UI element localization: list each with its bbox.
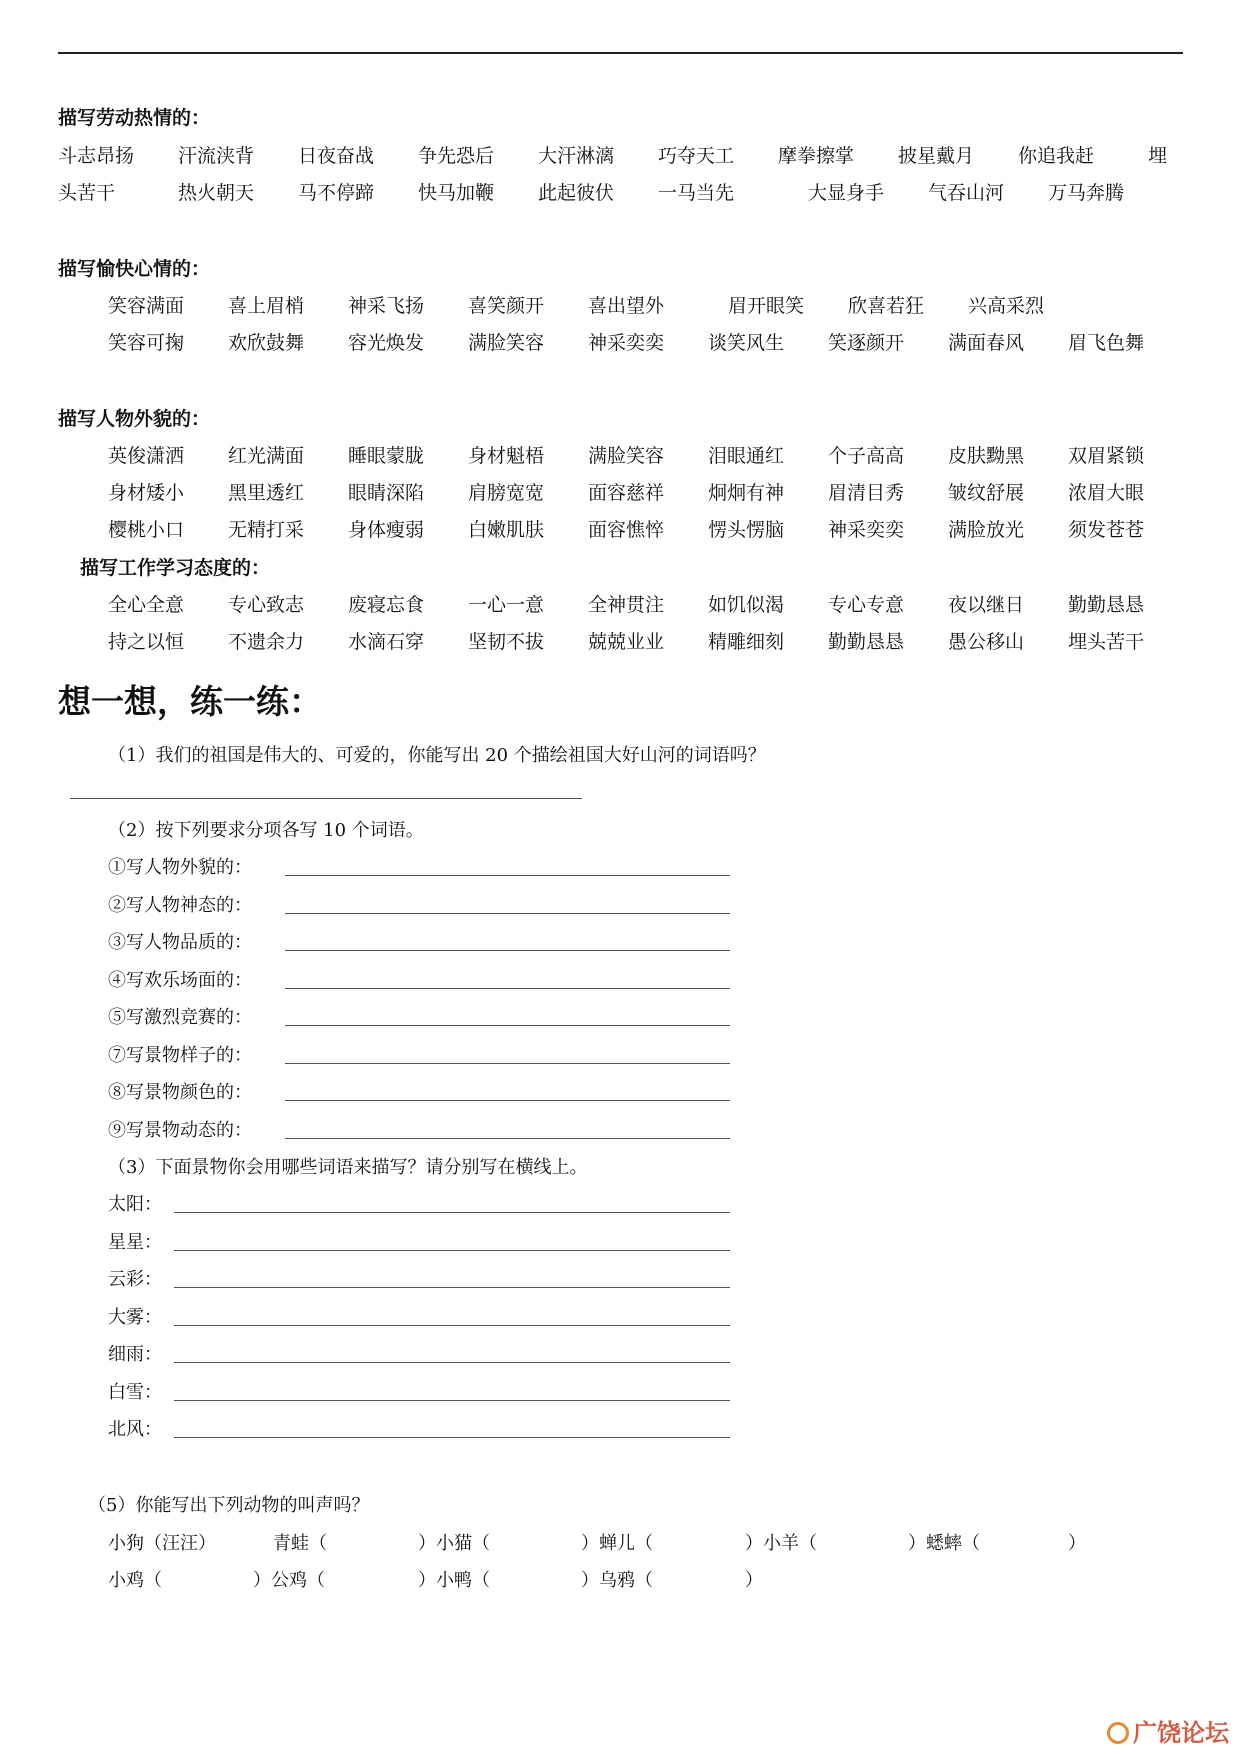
question-1: （1）我们的祖国是伟大的、可爱的，你能写出 20 个描绘祖国大好山河的词语吗？ bbox=[108, 745, 766, 766]
vocab-word: 万马奔腾 bbox=[1048, 182, 1125, 204]
watermark-text: 广饶论坛 bbox=[1133, 1719, 1229, 1747]
vocab-word: 容光焕发 bbox=[348, 332, 425, 354]
vocab-word: 此起彼伏 bbox=[538, 182, 615, 204]
vocab-word: 摩拳擦掌 bbox=[778, 145, 855, 167]
vocab-word: 浓眉大眼 bbox=[1068, 482, 1145, 504]
vocab-word: 满脸笑容 bbox=[588, 445, 665, 467]
animal-sound-item: 青蛙（ bbox=[273, 1533, 327, 1554]
q2-label: ①写人物外貌的： bbox=[108, 857, 252, 878]
vocab-word: 勤勤恳恳 bbox=[828, 631, 905, 653]
vocab-word: 红光满面 bbox=[228, 445, 305, 467]
vocab-word: 你追我赶 bbox=[1018, 145, 1095, 167]
vocab-word: 身材矮小 bbox=[108, 482, 185, 504]
vocab-word: 喜上眉梢 bbox=[228, 295, 305, 317]
q3-label: 大雾： bbox=[108, 1307, 162, 1328]
vocab-word: 坚韧不拔 bbox=[468, 631, 545, 653]
vocab-word: 泪眼通红 bbox=[708, 445, 785, 467]
vocab-word: 英俊潇洒 bbox=[108, 445, 185, 467]
animal-sound-item: 小狗（汪汪） bbox=[108, 1533, 216, 1554]
question-5: （5）你能写出下列动物的叫声吗？ bbox=[88, 1495, 370, 1516]
q2-label: ⑨写景物动态的： bbox=[108, 1120, 252, 1141]
vocab-word: 埋 bbox=[1148, 145, 1168, 167]
q3-label: 太阳： bbox=[108, 1194, 162, 1215]
vocab-word: 笑容可掬 bbox=[108, 332, 185, 354]
vocab-word: 睡眼蒙胧 bbox=[348, 445, 425, 467]
vocab-word: 争先恐后 bbox=[418, 145, 495, 167]
vocab-word: 气吞山河 bbox=[928, 182, 1005, 204]
answer-line[interactable] bbox=[285, 988, 730, 989]
vocab-word: 埋头苦干 bbox=[1068, 631, 1145, 653]
answer-line[interactable] bbox=[285, 913, 730, 914]
vocab-word: 炯炯有神 bbox=[708, 482, 785, 504]
vocab-word: 愚公移山 bbox=[948, 631, 1025, 653]
vocab-word: 眉清目秀 bbox=[828, 482, 905, 504]
vocab-word: 全心全意 bbox=[108, 594, 185, 616]
vocab-word: 眼睛深陷 bbox=[348, 482, 425, 504]
vocab-word: 皱纹舒展 bbox=[948, 482, 1025, 504]
answer-line[interactable] bbox=[285, 1138, 730, 1139]
heading-attitude: 描写工作学习态度的： bbox=[80, 557, 271, 579]
vocab-word: 面容慈祥 bbox=[588, 482, 665, 504]
question-3: （3）下面景物你会用哪些词语来描写？请分别写在横线上。 bbox=[108, 1157, 588, 1178]
answer-line[interactable] bbox=[174, 1287, 730, 1288]
answer-line[interactable] bbox=[174, 1437, 730, 1438]
vocab-word: 兢兢业业 bbox=[588, 631, 665, 653]
vocab-word: 喜笑颜开 bbox=[468, 295, 545, 317]
q2-label: ④写欢乐场面的： bbox=[108, 970, 252, 991]
animal-sound-item: ） bbox=[1068, 1533, 1086, 1554]
vocab-word: 满面春风 bbox=[948, 332, 1025, 354]
answer-line[interactable] bbox=[285, 1100, 730, 1101]
vocab-word: 大汗淋漓 bbox=[538, 145, 615, 167]
vocab-word: 肩膀宽宽 bbox=[468, 482, 545, 504]
top-rule bbox=[58, 52, 1183, 54]
vocab-word: 披星戴月 bbox=[898, 145, 975, 167]
heading-mood: 描写愉快心情的： bbox=[58, 258, 211, 280]
vocab-word: 满脸笑容 bbox=[468, 332, 545, 354]
vocab-word: 身材魁梧 bbox=[468, 445, 545, 467]
vocab-word: 专心专意 bbox=[828, 594, 905, 616]
vocab-word: 精雕细刻 bbox=[708, 631, 785, 653]
q3-label: 星星： bbox=[108, 1232, 162, 1253]
answer-line[interactable] bbox=[174, 1212, 730, 1213]
vocab-word: 水滴石穿 bbox=[348, 631, 425, 653]
animal-sound-item: ）公鸡（ bbox=[253, 1570, 325, 1591]
q2-label: ③写人物品质的： bbox=[108, 932, 252, 953]
vocab-word: 面容憔悴 bbox=[588, 519, 665, 541]
answer-line[interactable] bbox=[174, 1325, 730, 1326]
vocab-word: 大显身手 bbox=[808, 182, 885, 204]
vocab-word: 须发苍苍 bbox=[1068, 519, 1145, 541]
vocab-word: 白嫩肌肤 bbox=[468, 519, 545, 541]
answer-line[interactable] bbox=[285, 1025, 730, 1026]
answer-line[interactable] bbox=[174, 1400, 730, 1401]
vocab-word: 皮肤黝黑 bbox=[948, 445, 1025, 467]
vocab-word: 欢欣鼓舞 bbox=[228, 332, 305, 354]
vocab-word: 一马当先 bbox=[658, 182, 735, 204]
vocab-word: 笑容满面 bbox=[108, 295, 185, 317]
animal-sound-item: 小鸡（ bbox=[108, 1570, 162, 1591]
vocab-word: 愣头愣脑 bbox=[708, 519, 785, 541]
q3-label: 北风： bbox=[108, 1419, 162, 1440]
vocab-word: 持之以恒 bbox=[108, 631, 185, 653]
q3-label: 白雪： bbox=[108, 1382, 162, 1403]
answer-line-q1[interactable] bbox=[70, 798, 582, 799]
vocab-word: 汗流浃背 bbox=[178, 145, 255, 167]
q2-label: ②写人物神态的： bbox=[108, 895, 252, 916]
answer-line[interactable] bbox=[285, 950, 730, 951]
vocab-word: 神采奕奕 bbox=[828, 519, 905, 541]
vocab-word: 马不停蹄 bbox=[298, 182, 375, 204]
q2-label: ⑤写激烈竞赛的： bbox=[108, 1007, 252, 1028]
vocab-word: 头苦干 bbox=[58, 182, 116, 204]
answer-line[interactable] bbox=[174, 1362, 730, 1363]
vocab-word: 如饥似渴 bbox=[708, 594, 785, 616]
vocab-word: 斗志昂扬 bbox=[58, 145, 135, 167]
vocab-word: 夜以继日 bbox=[948, 594, 1025, 616]
q2-label: ⑦写景物样子的： bbox=[108, 1045, 252, 1066]
vocab-word: 身体瘦弱 bbox=[348, 519, 425, 541]
vocab-word: 满脸放光 bbox=[948, 519, 1025, 541]
q2-label: ⑧写景物颜色的： bbox=[108, 1082, 252, 1103]
animal-sound-item: ）小猫（ bbox=[418, 1533, 490, 1554]
vocab-word: 喜出望外 bbox=[588, 295, 665, 317]
vocab-word: 欣喜若狂 bbox=[848, 295, 925, 317]
heading-appearance: 描写人物外貌的： bbox=[58, 408, 211, 430]
practice-title: 想一想，练一练： bbox=[58, 682, 322, 721]
vocab-word: 日夜奋战 bbox=[298, 145, 375, 167]
vocab-word: 全神贯注 bbox=[588, 594, 665, 616]
animal-sound-item: ）蟋蟀（ bbox=[908, 1533, 980, 1554]
animal-sound-item: ）小鸭（ bbox=[418, 1570, 490, 1591]
vocab-word: 个子高高 bbox=[828, 445, 905, 467]
answer-line[interactable] bbox=[285, 875, 730, 876]
vocab-word: 黑里透红 bbox=[228, 482, 305, 504]
animal-sound-item: ）乌鸦（ bbox=[581, 1570, 653, 1591]
animal-sound-item: ） bbox=[745, 1570, 763, 1591]
vocab-word: 无精打采 bbox=[228, 519, 305, 541]
q3-label: 云彩： bbox=[108, 1269, 162, 1290]
vocab-word: 谈笑风生 bbox=[708, 332, 785, 354]
question-2: （2）按下列要求分项各写 10 个词语。 bbox=[108, 820, 424, 841]
vocab-word: 眉开眼笑 bbox=[728, 295, 805, 317]
vocab-word: 快马加鞭 bbox=[418, 182, 495, 204]
vocab-word: 巧夺天工 bbox=[658, 145, 735, 167]
q3-label: 细雨： bbox=[108, 1344, 162, 1365]
vocab-word: 眉飞色舞 bbox=[1068, 332, 1145, 354]
vocab-word: 勤勤恳恳 bbox=[1068, 594, 1145, 616]
vocab-word: 废寝忘食 bbox=[348, 594, 425, 616]
vocab-word: 神采奕奕 bbox=[588, 332, 665, 354]
vocab-word: 兴高采烈 bbox=[968, 295, 1045, 317]
vocab-word: 热火朝天 bbox=[178, 182, 255, 204]
logo-ring-icon bbox=[1107, 1722, 1129, 1744]
vocab-word: 神采飞扬 bbox=[348, 295, 425, 317]
vocab-word: 专心致志 bbox=[228, 594, 305, 616]
watermark-logo bbox=[1107, 1713, 1229, 1748]
vocab-word: 一心一意 bbox=[468, 594, 545, 616]
vocab-word: 笑逐颜开 bbox=[828, 332, 905, 354]
vocab-word: 樱桃小口 bbox=[108, 519, 185, 541]
vocab-word: 双眉紧锁 bbox=[1068, 445, 1145, 467]
animal-sound-item: ）小羊（ bbox=[745, 1533, 817, 1554]
animal-sound-item: ）蝉儿（ bbox=[581, 1533, 653, 1554]
heading-labor: 描写劳动热情的： bbox=[58, 107, 211, 129]
answer-line[interactable] bbox=[285, 1063, 730, 1064]
vocab-word: 不遗余力 bbox=[228, 631, 305, 653]
answer-line[interactable] bbox=[174, 1250, 730, 1251]
